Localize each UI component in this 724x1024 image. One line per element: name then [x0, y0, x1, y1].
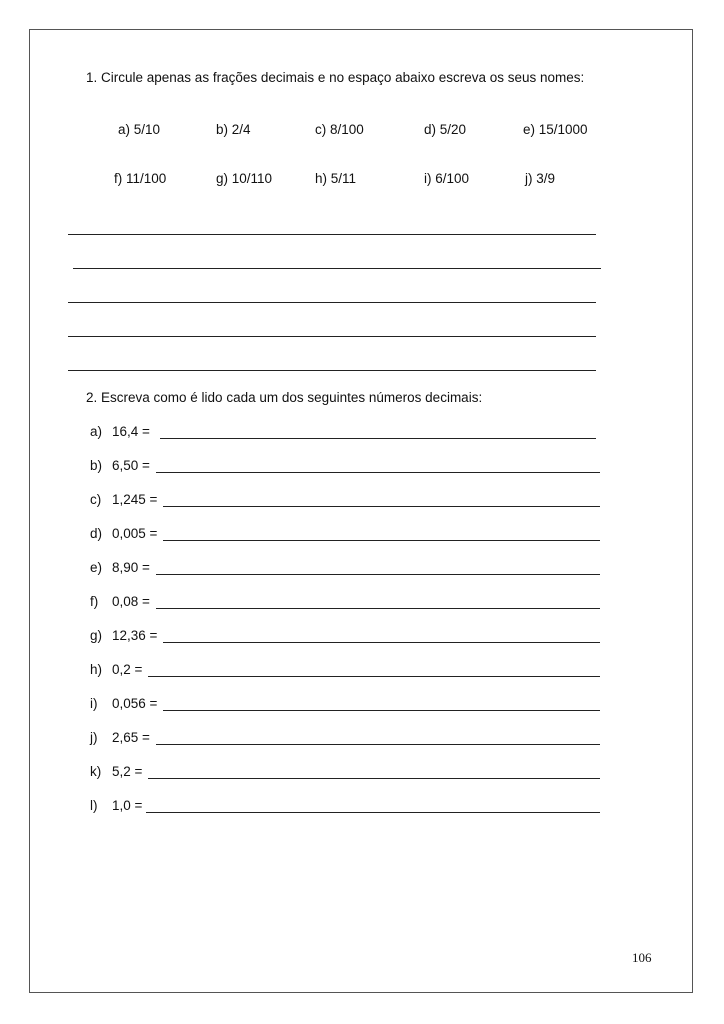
question-2-prompt: 2. Escreva como é lido cada um dos seguintes números decimais:: [86, 390, 483, 405]
item-letter: a): [90, 424, 103, 439]
item-letter: k): [90, 764, 102, 779]
item-number: 2,65 =: [112, 730, 150, 745]
item-letter: f): [90, 594, 99, 609]
fraction-j[interactable]: j) 3/9: [525, 171, 556, 186]
item-number: 0,08 =: [112, 594, 150, 609]
answer-line-5[interactable]: [68, 370, 596, 371]
decimal-item-l: [90, 798, 142, 814]
decimal-item-k: [90, 764, 142, 780]
question-1-prompt: 1. Circule apenas as frações decimais e no espaço abaixo escreva os seus nomes:: [86, 70, 585, 85]
item-number: 0,005 =: [112, 526, 158, 541]
answer-line-h[interactable]: [148, 676, 600, 677]
answer-line-k[interactable]: [148, 778, 600, 779]
item-number: 0,2 =: [112, 662, 143, 677]
decimal-item-b: [90, 458, 150, 474]
decimal-item-i: [90, 696, 157, 712]
answer-line-l[interactable]: [146, 812, 600, 813]
item-number: 1,245 =: [112, 492, 158, 507]
item-letter: i): [90, 696, 98, 711]
answer-line-i[interactable]: [163, 710, 600, 711]
answer-line-e[interactable]: [156, 574, 600, 575]
answer-line-b[interactable]: [156, 472, 600, 473]
answer-line-j[interactable]: [156, 744, 600, 745]
decimal-item-c: [90, 492, 157, 508]
answer-line-d[interactable]: [163, 540, 600, 541]
item-letter: d): [90, 526, 103, 541]
item-number: 0,056 =: [112, 696, 158, 711]
answer-line-1[interactable]: [68, 234, 596, 235]
item-letter: e): [90, 560, 103, 575]
fraction-b[interactable]: b) 2/4: [216, 122, 251, 137]
answer-line-g[interactable]: [163, 642, 600, 643]
decimal-item-e: [90, 560, 150, 576]
answer-line-4[interactable]: [68, 336, 596, 337]
decimal-item-a: [90, 424, 150, 440]
item-letter: h): [90, 662, 103, 677]
answer-line-c[interactable]: [163, 506, 600, 507]
item-number: 12,36 =: [112, 628, 158, 643]
fraction-e[interactable]: e) 15/1000: [523, 122, 588, 137]
fraction-f[interactable]: f) 11/100: [114, 171, 167, 186]
answer-line-a[interactable]: [160, 438, 596, 439]
answer-line-f[interactable]: [156, 608, 600, 609]
item-number: 5,2 =: [112, 764, 143, 779]
fraction-c[interactable]: c) 8/100: [315, 122, 364, 137]
item-number: 1,0 =: [112, 798, 143, 813]
fraction-h[interactable]: h) 5/11: [315, 171, 357, 186]
item-letter: j): [90, 730, 98, 745]
fraction-g[interactable]: g) 10/110: [216, 171, 273, 186]
fraction-a[interactable]: a) 5/10: [118, 122, 161, 137]
item-letter: c): [90, 492, 102, 507]
decimal-item-g: [90, 628, 157, 644]
decimal-item-j: [90, 730, 150, 746]
page-number: 106: [632, 950, 652, 965]
answer-line-3[interactable]: [68, 302, 596, 303]
decimal-item-f: [90, 594, 150, 610]
fraction-i[interactable]: i) 6/100: [424, 171, 470, 186]
item-number: 8,90 =: [112, 560, 150, 575]
item-number: 16,4 =: [112, 424, 150, 439]
decimal-item-h: [90, 662, 142, 678]
decimal-item-d: [90, 526, 157, 542]
item-letter: g): [90, 628, 103, 643]
answer-line-2[interactable]: [73, 268, 601, 269]
item-letter: l): [90, 798, 98, 813]
item-letter: b): [90, 458, 103, 473]
fraction-d[interactable]: d) 5/20: [424, 122, 467, 137]
item-number: 6,50 =: [112, 458, 150, 473]
